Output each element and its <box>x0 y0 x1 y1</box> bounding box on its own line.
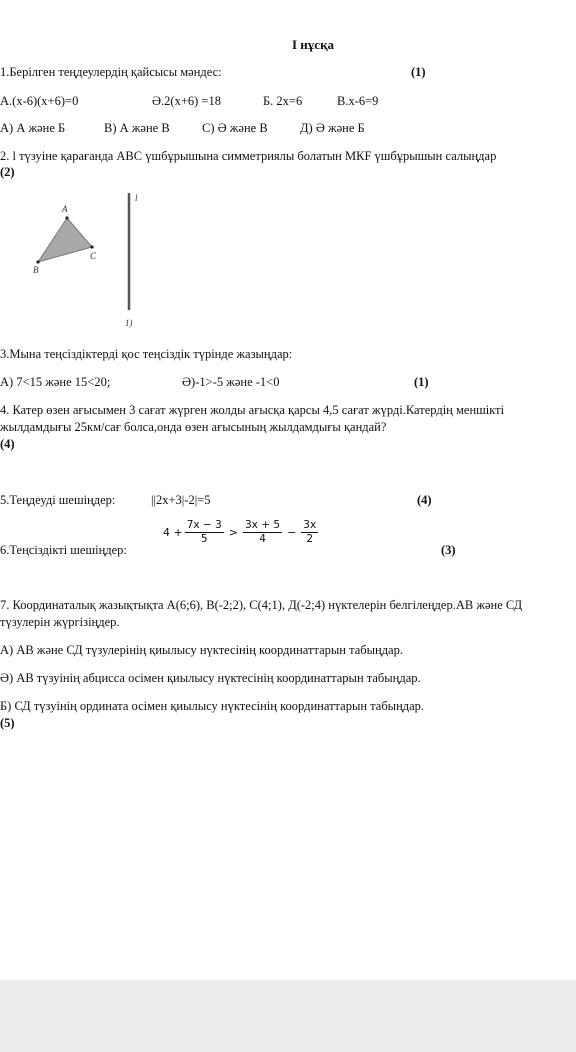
label-b: B <box>33 265 39 275</box>
q6-fraction-1 <box>185 519 224 546</box>
q3-points: (1) <box>414 375 429 389</box>
point-c <box>90 245 93 248</box>
q1-points: (1) <box>411 65 426 79</box>
q4-line1: 4. Катер өзен ағысымен 3 сағат жүрген жолды ағысқа қарсы 4,5 сағат жүрді.Катердің меншікті <box>0 403 505 417</box>
q6-lead: 4 + <box>163 526 183 539</box>
label-line-bottom: 1) <box>125 318 133 328</box>
q2-text: 2. l түзуіне қарағанда АВС үшбұрышына симметриялы болатын МКF үшбұрышын салыңдар <box>0 149 497 163</box>
triangle-figure <box>28 190 158 332</box>
q4-points: (4) <box>0 437 15 451</box>
q6-fraction-1-numerator: 7x − 3 <box>186 519 222 531</box>
point-a <box>65 216 68 219</box>
q1-option-d: Д) Ә және Б <box>300 121 365 135</box>
q6-inequality <box>163 519 320 546</box>
q1-text: 1.Берілген теңдеулердің қайсысы мәндес: <box>0 65 222 79</box>
q4-line2: жылдамдығы 25км/сағ болса,онда өзен ағысының жылдамдығы қандай? <box>0 420 387 434</box>
label-c: C <box>90 251 97 261</box>
q1-equation-a: А.(х-6)(х+6)=0 <box>0 94 79 108</box>
q1-equation-v: В.х-6=9 <box>337 94 379 108</box>
q5-equation: ||2х+3|-2|=5 <box>151 493 211 507</box>
q1-equation-b: Б. 2х=6 <box>263 94 303 108</box>
q6-fraction-2-numerator: 3x + 5 <box>245 519 281 531</box>
q6-fraction-3 <box>301 519 318 546</box>
q5-points: (4) <box>417 493 432 507</box>
q6-text: 6.Теңсіздікті шешіңдер: <box>0 543 127 557</box>
q7-points: (5) <box>0 716 15 730</box>
point-b <box>36 260 39 263</box>
label-line-l: l <box>135 193 138 203</box>
q6-fraction-2 <box>243 519 282 546</box>
q3-option-a: А) 7<15 және 15<20; <box>0 375 111 389</box>
q1-equation-ae: Ә.2(х+6) =18 <box>152 94 221 108</box>
q5-text: 5.Теңдеуді шешіңдер: <box>0 493 116 507</box>
q6-greater-than: > <box>228 526 238 539</box>
q6-fraction-1-denominator: 5 <box>200 533 208 545</box>
q6-fraction-3-denominator: 2 <box>306 533 314 545</box>
q1-option-s: С) Ә және В <box>202 121 268 135</box>
q7-line2: түзулерін жүргізіңдер. <box>0 615 120 629</box>
q7-part-a: А) АВ және СД түзулерінің қиылысу нүктесінің координаттарын табыңдар. <box>0 643 403 657</box>
triangle-abc <box>38 218 92 262</box>
q3-option-ae: Ә)-1>-5 және -1<0 <box>182 375 280 389</box>
page-title: І нұсқа <box>292 37 335 52</box>
q7-part-b: Б) СД түзуінің ордината осімен қиылысу нүктесінің координаттарын табыңдар. <box>0 699 425 713</box>
q1-option-a: А) А және Б <box>0 121 66 135</box>
q6-points: (3) <box>441 543 456 557</box>
q6-fraction-2-denominator: 4 <box>259 533 266 545</box>
q6-fraction-3-numerator: 3x <box>303 519 317 531</box>
q1-option-v: В) А және В <box>104 121 170 135</box>
q6-minus: − <box>287 526 297 539</box>
label-a: A <box>62 204 68 214</box>
q7-line1: 7. Координаталық жазықтықта А(6;6), В(-2;2), С(4;1), Д(-2;4) нүктелерін белгілеңдер.АВ және СД <box>0 598 523 612</box>
bottom-margin <box>0 980 576 1052</box>
q3-text: 3.Мына теңсіздіктерді қос теңсіздік түрінде жазыңдар: <box>0 347 293 361</box>
q2-points: (2) <box>0 165 15 179</box>
q7-part-ae: Ә) АВ түзуінің абцисса осімен қиылысу нүктесінің координаттарын табыңдар. <box>0 671 421 685</box>
